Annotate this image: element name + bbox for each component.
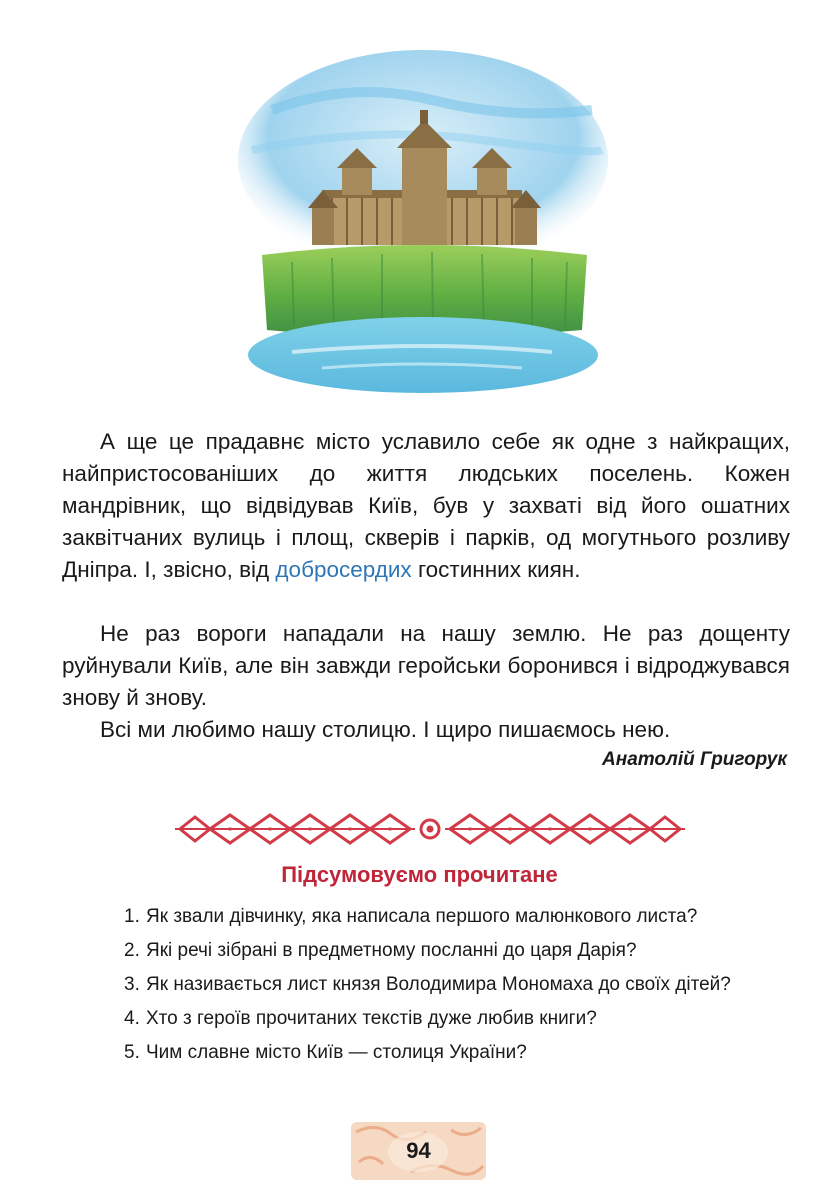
story-paragraph-2-text: Не раз вороги нападали на нашу землю. Не раз дощенту руйнували Київ, але він завжди геройськи боронився і відроджувався знову й знову. — [62, 621, 790, 710]
question-text: Які речі зібрані в предметному посланні до царя Дарія? — [146, 940, 637, 961]
story-paragraph-3-text: Всі ми любимо нашу столицю. І щиро пишаємось нею. — [100, 717, 671, 742]
question-number: 4. — [124, 1008, 140, 1029]
author-name: Анатолій Григорук — [602, 749, 787, 770]
question-text: Чим славне місто Київ — столиця України? — [146, 1042, 527, 1063]
question-item — [124, 971, 790, 998]
story-paragraph-2 — [62, 618, 790, 714]
question-number: 2. — [124, 940, 140, 961]
highlighted-word: добросердих — [275, 557, 412, 582]
section-title: Підсумовуємо прочитане — [281, 862, 558, 887]
question-text: Як називається лист князя Володимира Мономаха до своїх дітей? — [146, 974, 731, 995]
story-paragraph-1-text: А ще це прадавнє місто уславило себе як одне з найкращих, найпристосованіших до життя людських поселень. Кожен мандрівник, що відвідував Київ, був у захваті від його ошатних заквітчаних вулиць і площ, скверів і парків, од могутнього розливу Дніпра. І, звісно, від — [62, 429, 790, 582]
question-item — [124, 937, 790, 964]
story-paragraph-3 — [62, 714, 790, 746]
question-number: 1. — [124, 906, 140, 927]
story-paragraph-1-end: гостинних киян. — [411, 557, 581, 582]
story-paragraph-1 — [62, 426, 790, 586]
page-number: 94 — [406, 1138, 431, 1163]
embroidery-ornament-divider — [175, 808, 685, 850]
question-item — [124, 1005, 790, 1032]
fortress-illustration — [232, 40, 614, 402]
questions-list — [124, 903, 790, 1073]
question-item — [124, 903, 790, 930]
question-text: Хто з героїв прочитаних текстів дуже любив книги? — [146, 1008, 597, 1029]
question-number: 3. — [124, 974, 140, 995]
question-number: 5. — [124, 1042, 140, 1063]
question-item — [124, 1039, 790, 1066]
question-text: Як звали дівчинку, яка написала першого малюнкового листа? — [146, 906, 698, 927]
